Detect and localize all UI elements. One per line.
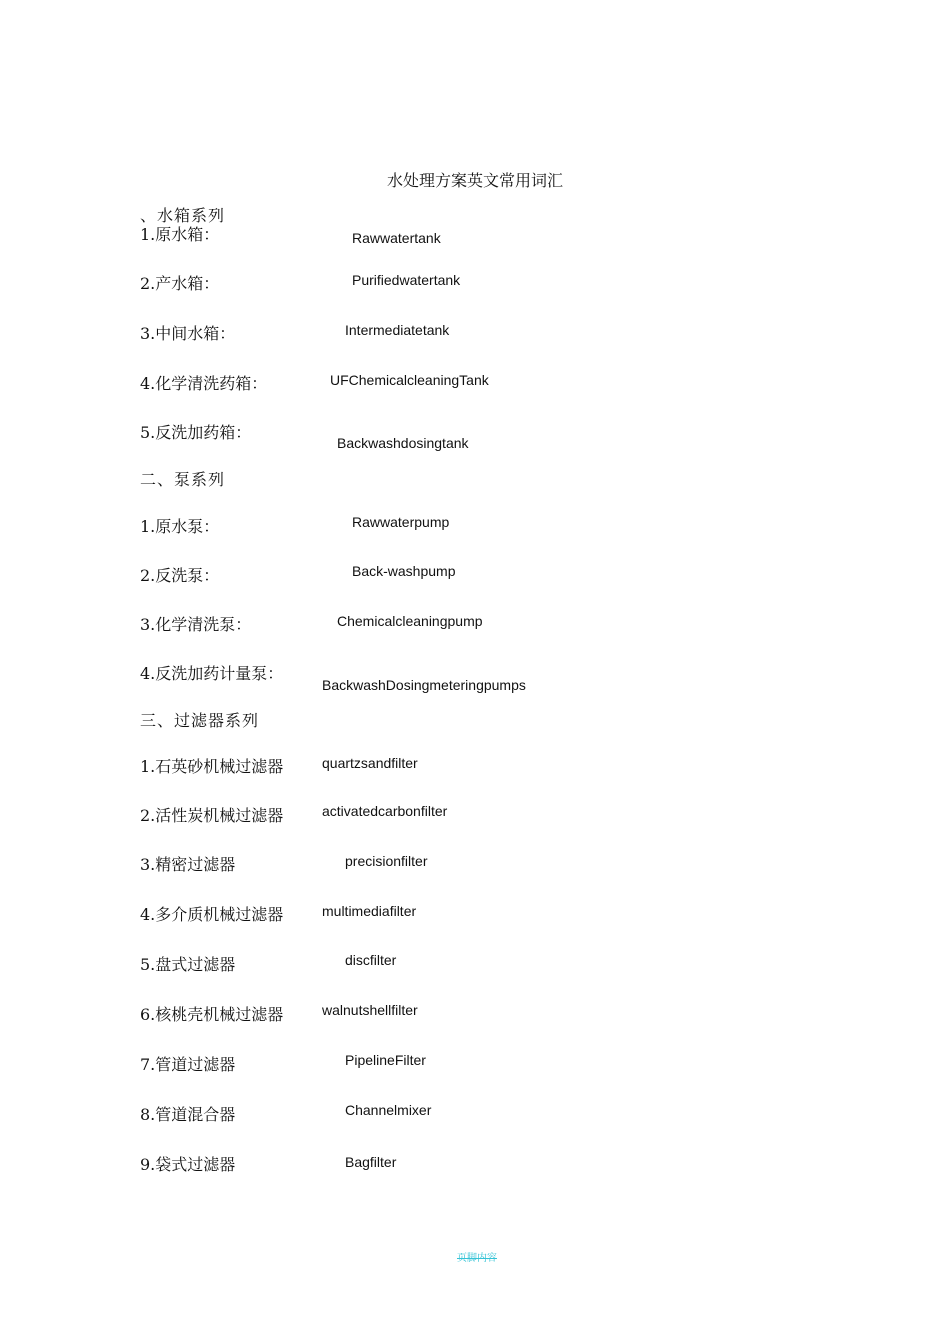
term-english: Backwashdosingtank [337,435,469,451]
list-item [0,321,950,345]
term-english: Chemicalcleaningpump [337,613,483,629]
term-english: Rawwaterpump [352,514,450,530]
term-chinese: 5.盘式过滤器 [140,955,236,974]
list-item [0,952,950,976]
term-english: UFChemicalcleaningTank [330,372,489,388]
section-heading-tanks: 、水箱系列 [140,206,226,225]
term-chinese: 1.原水泵： [140,517,220,536]
list-item [0,1102,950,1126]
list-item [0,1152,950,1176]
list-item [0,514,950,538]
term-chinese: 4.多介质机械过滤器 [140,905,284,924]
term-english: precisionfilter [345,853,428,869]
term-chinese: 1.石英砂机械过滤器 [140,757,284,776]
list-item [0,563,950,587]
term-english: quartzsandfilter [322,755,418,771]
term-chinese: 3.精密过滤器 [140,855,236,874]
term-chinese: 3.化学清洗泵： [140,615,252,634]
list-item [0,852,950,876]
list-item [0,1002,950,1026]
term-chinese: 1.原水箱： [140,225,220,244]
term-english: Back-washpump [352,563,456,579]
term-chinese: 8.管道混合器 [140,1105,236,1124]
list-item [0,803,950,827]
term-english: multimediafilter [322,903,417,919]
term-chinese: 2.产水箱： [140,274,220,293]
term-english: PipelineFilter [345,1052,426,1068]
page-title: 水处理方案英文常用词汇 [386,171,563,190]
term-chinese: 2.反洗泵： [140,566,220,585]
section-heading-filters: 三、过滤器系列 [140,711,260,730]
term-chinese: 2.活性炭机械过滤器 [140,806,284,825]
term-chinese: 3.中间水箱： [140,324,236,343]
term-english: BackwashDosingmeteringpumps [322,677,526,693]
term-chinese: 9.袋式过滤器 [140,1155,236,1174]
term-chinese: 5.反洗加药箱： [140,423,252,442]
term-english: walnutshellfilter [322,1002,418,1018]
list-item [0,222,950,246]
list-item [0,902,950,926]
list-item [0,754,950,778]
list-item [0,612,950,636]
term-chinese: 6.核桃壳机械过滤器 [140,1005,284,1024]
term-english: Rawwatertank [352,230,441,246]
term-english: activatedcarbonfilter [322,803,448,819]
term-chinese: 4.反洗加药计量泵： [140,664,284,683]
term-english: Purifiedwatertank [352,272,461,288]
list-item [0,271,950,295]
page-footer: 页脚内容 [457,1253,497,1264]
term-english: discfilter [345,952,397,968]
term-chinese: 7.管道过滤器 [140,1055,236,1074]
term-english: Channelmixer [345,1102,432,1118]
term-english: Intermediatetank [345,322,450,338]
list-item [0,661,950,693]
list-item [0,1052,950,1076]
list-item [0,371,950,395]
list-item [0,420,950,451]
term-english: Bagfilter [345,1154,397,1170]
section-heading-pumps: 二、泵系列 [140,470,226,489]
term-chinese: 4.化学清洗药箱： [140,374,268,393]
